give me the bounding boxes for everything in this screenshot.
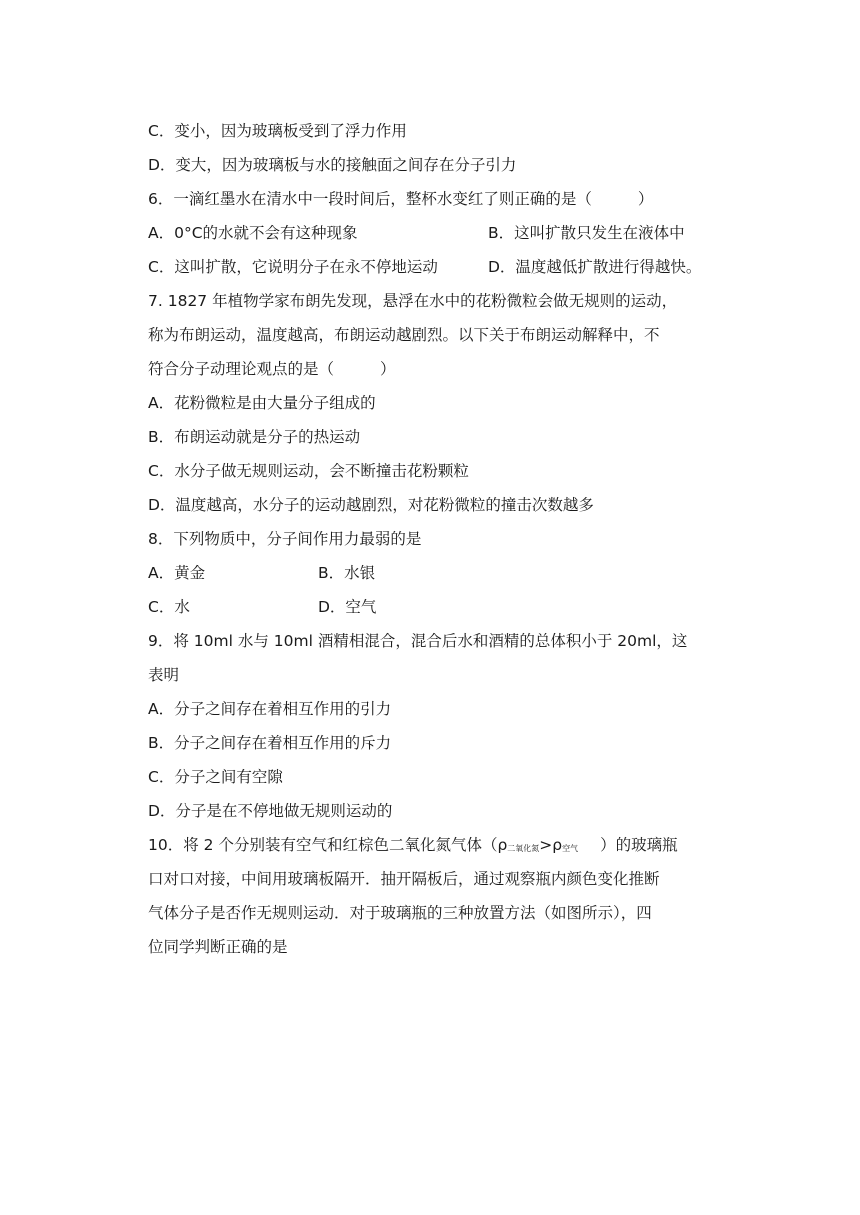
q6-options-row-2: [148, 250, 728, 284]
q8-option-c: C．水: [148, 598, 190, 616]
q8-options-row-2: [148, 590, 728, 624]
q9-line-2: 表明: [148, 666, 180, 684]
q10-line-1: [148, 828, 728, 862]
q7-option-a: A．花粉微粒是由大量分子组成的: [148, 394, 376, 412]
q9-option-d: D．分子是在不停地做无规则运动的: [148, 802, 393, 820]
q6-stem-text: 6．一滴红墨水在清水中一段时间后，整杯水变红了则正确的是（: [148, 190, 592, 208]
q9-option-a: A．分子之间存在着相互作用的引力: [148, 700, 392, 718]
q8-option-d: D．空气: [318, 598, 377, 616]
q7-line-3-text: 符合分子动理论观点的是（: [148, 360, 335, 378]
density-subscript-air: 空气: [562, 844, 579, 853]
q7-line-2: 称为布朗运动，温度越高，布朗运动越剧烈。以下关于布朗运动解释中，不: [148, 326, 660, 344]
q9-option-b: B．分子之间存在着相互作用的斥力: [148, 734, 392, 752]
greater-than-rho: >ρ: [539, 836, 563, 854]
q7-line-3-end: ）: [380, 360, 396, 378]
q7-line-3: [148, 352, 728, 386]
q9-line-1: 9．将 10ml 水与 10ml 酒精相混合，混合后水和酒精的总体积小于 20ml，这: [148, 632, 688, 650]
q6-option-a: A．0°C的水就不会有这种现象: [148, 224, 358, 242]
q10-line-1-end: ）的玻璃瓶: [600, 836, 678, 854]
q7-option-b: B．布朗运动就是分子的热运动: [148, 428, 361, 446]
q5-option-d: D．变大，因为玻璃板与水的接触面之间存在分子引力: [148, 156, 517, 174]
q8-option-a: A．黄金: [148, 564, 206, 582]
q10-line-4: 位同学判断正确的是: [148, 938, 288, 956]
q7-option-c: C．水分子做无规则运动，会不断撞击花粉颗粒: [148, 462, 469, 480]
q6-option-c: C．这叫扩散，它说明分子在永不停地运动: [148, 258, 438, 276]
q6-stem: [148, 182, 728, 216]
q8-options-row-1: [148, 556, 728, 590]
q8-option-b: B．水银: [318, 564, 376, 582]
q7-option-d: D．温度越高，水分子的运动越剧烈，对花粉微粒的撞击次数越多: [148, 496, 594, 514]
q10-line-2: 口对口对接，中间用玻璃板隔开．抽开隔板后，通过观察瓶内颜色变化推断: [148, 870, 660, 888]
q7-line-1: 7. 1827 年植物学家布朗先发现，悬浮在水中的花粉微粒会做无规则的运动，: [148, 292, 678, 310]
q6-stem-end: ）: [637, 190, 654, 208]
q6-options-row-1: [148, 216, 728, 250]
q6-option-b: B．这叫扩散只发生在液体中: [488, 224, 685, 242]
q6-option-d: D．温度越低扩散进行得越快。: [488, 258, 702, 276]
q10-line-1-start: 10．将 2 个分别装有空气和红棕色二氧化氮气体（ρ: [148, 836, 508, 854]
q8-stem: 8．下列物质中，分子间作用力最弱的是: [148, 530, 422, 548]
exam-page: [148, 114, 728, 964]
density-subscript-no2: 二氧化氮: [507, 844, 540, 853]
q9-option-c: C．分子之间有空隙: [148, 768, 283, 786]
q10-line-3: 气体分子是否作无规则运动．对于玻璃瓶的三种放置方法（如图所示），四: [148, 904, 652, 922]
q5-option-c: C．变小，因为玻璃板受到了浮力作用: [148, 122, 407, 140]
